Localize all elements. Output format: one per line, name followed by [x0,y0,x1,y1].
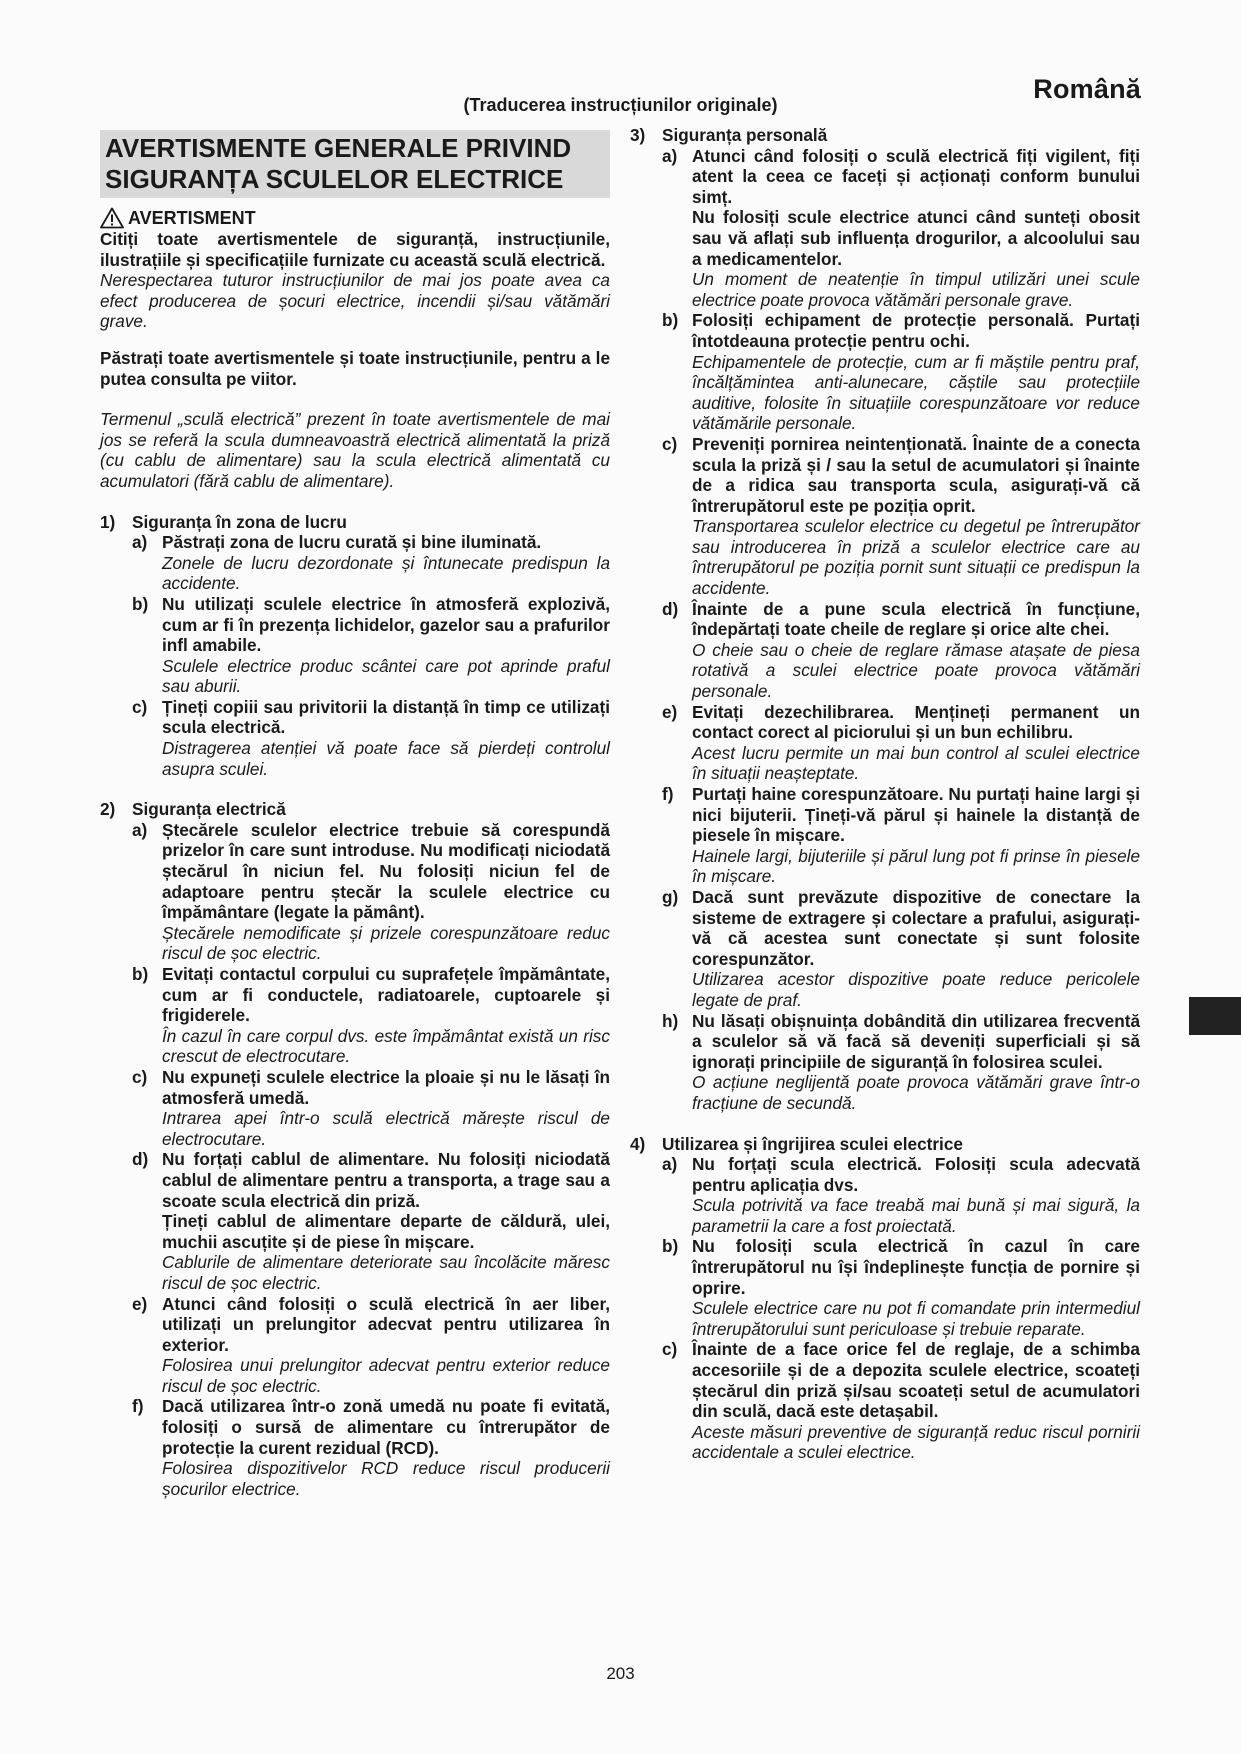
list-item: a) Ștecărele sculelor electrice trebuie să corespundă prizelor în care sunt introduse. Nu modificați niciodată ștecărul în niciun fel. Nu folosiți niciun fel de adaptoare pentru ștecăr la sculele electrice cu împământare (legate la pământ). Ștecărele nemodificate și prizele corespunzătoare reduc riscul de șoc electric. [132,819,610,964]
list-item: h) Nu lăsați obișnuința dobândită din utilizarea frecventă a sculelor să vă facă să deveniți superficiali și să ignorați principiile de siguranță în folosirea sculei. O acțiune neglijentă poate provoca vătămări grave într-o fracțiune de secundă. [662,1010,1140,1113]
list-item: b) Nu utilizați sculele electrice în atmosferă explozivă, cum ar fi în prezența lichidelor, gazelor sau a prafurilor infl amabile. Sculele electrice produc scântei care pot aprinde praful sau aburii. [132,593,610,697]
list-item: g) Dacă sunt prevăzute dispozitive de conectare la sisteme de extragere și colectare a prafului, asigurați-vă că acestea sunt conectate și sunt folosite corespunzător. Utilizarea acestor dispozitive poate reduce pericolele legate de praf. [662,886,1140,1010]
list-item: b) Nu folosiți scula electrică în cazul în care întrerupătorul nu își îndeplinește funcția de pornire și oprire. Sculele electrice care nu pot fi comandate prin intermediul întrerupătorului sunt periculoase și trebuie reparate. [662,1236,1140,1339]
page-number: 203 [606,1664,635,1683]
warning-triangle-icon [100,207,124,229]
left-column [100,130,610,1499]
banner-line-2: SIGURANȚA SCULELOR ELECTRICE [105,164,564,194]
warning-italic-text: Nerespectarea tuturor instrucțiunilor de mai jos poate avea ca efect producerea de șocuri electrice, incendii și/sau vătămări grave. [100,270,610,332]
section-title: Siguranța electrică [132,799,286,820]
list-item: e) Evitați dezechilibrarea. Mențineți permanent un contact corect al piciorului și un bun echilibru. Acest lucru permite un mai bun control al sculei electrice în situații neașteptate. [662,701,1140,784]
list-item: e) Atunci când folosiți o sculă electrică în aer liber, utilizați un prelungitor adecvat pentru utilizarea în exterior. Folosirea unui prelungitor adecvat pentru exterior reduce riscul de șoc electric. [132,1293,610,1396]
keep-instructions-text: Păstrați toate avertismentele și toate instrucțiunile, pentru a le putea consulta pe viitor. [100,347,610,389]
list-item: a) Nu forțați scula electrică. Folosiți scula adecvată pentru aplicația dvs. Scula potrivită va face treabă mai bună și mai sigură, la parametrii la care a fost proiectată. [662,1154,1140,1236]
language-tab-marker [1189,997,1241,1035]
right-column [630,125,1140,1463]
section-title: Utilizarea și îngrijirea sculei electrice [662,1133,963,1154]
section-2-heading: 2) Siguranța electrică [100,799,286,820]
list-item: a) Păstrați zona de lucru curată și bine iluminată. Zonele de lucru dezordonate și întunecate predispun la accidente. [132,532,610,594]
term-definition-text: Termenul „sculă electrică” prezent în toate avertismentele de mai jos se referă la scula dumneavoastră electrică alimentată la priză (cu cablu de alimentare) sau la scula electrică alimentată cu acumulatori (fără cablu de alimentare). [100,409,610,491]
section-banner [100,130,610,198]
list-item: c) Țineți copiii sau privitorii la distanță în timp ce utilizați scula electrică. Distragerea atenției vă poate face să pierdeți controlul asupra sculei. [132,696,610,779]
list-item: c) Nu expuneți sculele electrice la ploaie și nu le lăsați în atmosferă umedă. Intrarea apei într-o sculă electrică mărește riscul de electrocutare. [132,1066,610,1149]
list-item: b) Evitați contactul corpului cu suprafețele împământate, cum ar fi conductele, radiatoarele, cuptoarele și frigiderele. În cazul în care corpul dvs. este împământat există un risc crescut de electrocutare. [132,964,610,1067]
warning-bold-text: Citiți toate avertismentele de siguranță, instrucțiunile, ilustrațiile și specificațiile furnizate cu această sculă electrică. [100,229,610,270]
list-item: f) Dacă utilizarea într-o zonă umedă nu poate fi evitată, folosiți o sursă de alimentare cu întrerupător de protecție la curent rezidual (RCD). Folosirea dispozitivelor RCD reduce riscul producerii șocurilor electrice. [132,1396,610,1499]
section-title: Siguranța personală [662,125,828,145]
section-3-heading: 3) Siguranța personală [630,125,828,145]
list-item: c) Preveniți pornirea neintenționată. Înainte de a conecta scula la priză și / sau la setul de acumulatori și înainte de a ridica sau transporta scula, asigurați-vă că întrerupătorul este pe poziția oprit. Transportarea sculelor electrice cu degetul pe întrerupător sau introducerea în priză a sculelor electrice care au întrerupătorul pe poziția pornit sunt situații ce predispun la accidente. [662,433,1140,599]
warning-title: AVERTISMENT [128,207,256,228]
list-item: c) Înainte de a face orice fel de reglaje, de a schimba accesoriile și de a depozita sculele electrice, scoateți ștecărul din priză și/sau scoateți setul de acumulatori din sculă, dacă este detașabil. Aceste măsuri preventive de siguranță reduc riscul pornirii accidentale a sculei electrice. [662,1339,1140,1463]
translation-subtitle: (Traducerea instrucțiunilor originale) [463,95,778,115]
list-item: b) Folosiți echipament de protecție personală. Purtați întotdeauna protecție pentru ochi. Echipamentele de protecție, cum ar fi măștile pentru praf, încălțămintea anti-alunecare, căștile sau protecțiile auditive, folosite în situațiile corespunzătoare vor reduce vătămările personale. [662,310,1140,434]
section-1-heading: 1) Siguranța în zona de lucru [100,511,347,532]
list-item: f) Purtați haine corespunzătoare. Nu purtați haine largi și nici bijuterii. Țineți-vă părul și hainele la distanță de piesele în mișcare. Hainele largi, bijuteriile și părul lung pot fi prinse în piesele în mișcare. [662,784,1140,887]
banner-line-1: AVERTISMENTE GENERALE PRIVIND [105,133,572,163]
list-item: d) Înainte de a pune scula electrică în funcțiune, îndepărtați toate cheile de reglare și orice alte chei. O cheie sau o cheie de reglare rămase atașate de piesa rotativă a sculei electrice poate provoca vătămări personale. [662,598,1140,702]
section-title: Siguranța în zona de lucru [132,511,347,532]
warning-heading [100,207,610,229]
list-item: d) Nu forțați cablul de alimentare. Nu folosiți niciodată cablul de alimentare pentru a transporta, a trage sau a scoate scula electrică din priză. Țineți cablul de alimentare departe de căldură, ulei, muchii ascuțite și de piese în mișcare. Cablurile de alimentare deteriorate sau încolăcite măresc riscul de șoc electric. [132,1149,610,1293]
section-4-heading: 4) Utilizarea și îngrijirea sculei electrice [630,1133,963,1154]
list-item: a) Atunci când folosiți o sculă electrică fiți vigilent, fiți atent la ceea ce faceți și acționați conform bunului simț. Nu folosiți scule electrice atunci când sunteți obosit sau vă aflați sub influența drogurilor, a alcoolului sau a medicamentelor. Un moment de neatenție în timpul utilizări unei scule electrice poate provoca vătămări personale grave. [662,145,1140,310]
language-label: Română [1033,74,1141,104]
